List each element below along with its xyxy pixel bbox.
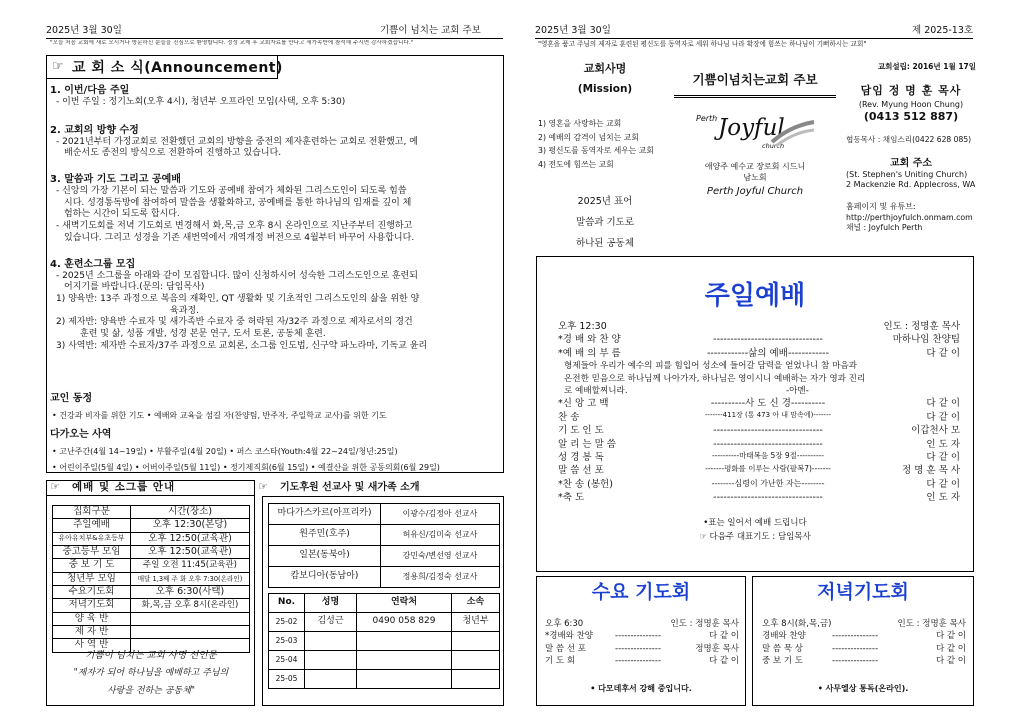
order-item: 찬 송 (558, 411, 580, 423)
contact-cell: 25-05 (269, 670, 305, 689)
contact-cell: 25-02 (269, 613, 305, 632)
table-row (269, 546, 500, 567)
bulletin-title: 기쁨이넘치는교회 주보 (692, 72, 818, 87)
schedule-cell: 중 보 기 도 (53, 559, 131, 572)
ann-s1-l1: - 이번 주일 : 정기노회(오후 4시), 청년부 오프라인 모임(사택, 오후 5:30) (56, 97, 346, 107)
ann-s2-title: 2. 교회의 방향 수정 (50, 124, 139, 136)
church-denomination (672, 162, 838, 184)
order-row (558, 333, 960, 346)
schedule-cell: 화,목,금 오후 8시(온라인) (131, 599, 250, 612)
order-person: 다 같 이 (926, 452, 960, 463)
contact-cell (357, 651, 452, 670)
logo-perth-text: Perth (696, 114, 718, 123)
news-title: 교인 동정 (50, 393, 93, 404)
church-mission-statement-l1: "제자가 되어 하나님을 예배하고 주님의 (73, 668, 229, 678)
eve-leader: 인도 : 정명훈 목사 (897, 619, 966, 629)
order-item: *신 앙 고 백 (558, 398, 609, 410)
news-l3: • 어린이주일(5월 4일) • 어버이주일(5월 11일) • 정기제직회(6월 15일) • 예결산을 위한 공동의회(6월 29일) (52, 463, 440, 472)
church-logo (690, 108, 820, 156)
missionary-name: 강민숙/변선영 선교사 (381, 546, 500, 567)
table-row (53, 612, 250, 625)
schedule-cell: 중고등부 모임 (53, 546, 131, 559)
ann-s4-l3: 1) 양육반: 13주 과정으로 복음의 재확인, QT 생활화 및 기초적인 그리스도인의 삶을 위한 양 (56, 293, 420, 304)
contact-cell (305, 632, 357, 651)
schedule-cell: 오후 6:30(사택) (131, 586, 250, 599)
right-header-rule (535, 38, 973, 39)
year-motto (550, 192, 660, 255)
new-family-table (268, 593, 500, 689)
wed-time: 오후 6:30 (545, 619, 584, 629)
contact-cell: 25-03 (269, 632, 305, 651)
order-person: 다 같 이 (926, 478, 960, 490)
cover-info (846, 62, 976, 233)
ann-s4-l4: 육과정. (170, 305, 199, 316)
ann-s1-title: 1. 이번/다음 주일 (50, 85, 130, 96)
eve-time-row (762, 618, 966, 630)
call-to-worship (558, 360, 960, 397)
order-item: 말 씀 선 포 (558, 465, 604, 477)
sunday-order (558, 320, 960, 505)
order-row (545, 643, 739, 655)
contact-cell: 청년부 (452, 613, 500, 632)
mission-item: 4) 전도에 힘쓰는 교회 (538, 159, 614, 169)
order-detail: --------심령이 가난한 자는-------- (711, 478, 825, 488)
wed-leader: 인도 : 정명훈 목사 (670, 619, 739, 629)
mission-field: 마다가스카르(아프리카) (269, 504, 381, 525)
ann-s3-title: 3. 말씀과 기도 그리고 공예배 (50, 174, 181, 186)
ann-s3-l4: - 새벽기도회를 저녁 기도회로 변경해서 화,목,금 오후 8시 온라인으로 지난주부터 진행하고 (56, 221, 413, 232)
order-person: 인 도 자 (926, 492, 960, 504)
address-l1: (St. Stephen's Uniting Church) (846, 169, 968, 179)
table-row (269, 613, 500, 632)
ann-s4-l6: 훈련 및 삶, 성품 개발, 성경 본문 연구, 도서 토론, 공동체 훈련. (80, 328, 326, 339)
wednesday-order (545, 618, 739, 667)
schedule-cell: 오후 12:30(본당) (131, 519, 250, 532)
table-head-row (269, 594, 500, 613)
order-row (762, 643, 966, 655)
call-line: 로 예배할찌니라. -아멘- (564, 385, 809, 396)
schedule-cell: 저녁기도회 (53, 599, 131, 612)
order-item: *축 도 (558, 492, 585, 504)
order-detail: --------------- (832, 631, 879, 642)
mission-item: 3) 평신도를 동역자로 세우는 교회 (538, 146, 654, 156)
schedule-cell (131, 626, 250, 639)
ann-s3-l5: 있습니다. 그리고 성경을 기존 새번역에서 개역개정 버전으로 4월부터 바꾸어 사용합니다. (64, 232, 415, 243)
missionary-name: 정용희/김정숙 선교사 (381, 567, 500, 588)
announcement-title: 교 회 소 식(Announcement) (72, 60, 283, 76)
contact-cell (452, 670, 500, 689)
sunday-leader: 인도 : 정명훈 목사 (883, 321, 960, 332)
mission-field: 캄보디아(동남아) (269, 567, 381, 588)
year-motto-title: 2025년 표어 (577, 196, 633, 207)
denomination-l2: 남노회 (743, 172, 767, 182)
denomination-l1: 애양주 예수교 장로회 시드니 (704, 162, 806, 171)
contact-cell (305, 670, 357, 689)
schedule-cell: 매달 1,3째 주 화 오후 7:30(온라인) (131, 572, 250, 585)
order-row (558, 424, 960, 437)
schedule-cell: 사 역 반 (53, 639, 131, 652)
wed-time-row (545, 618, 739, 630)
schedule-head-row (53, 506, 250, 519)
order-detail: ----------사 도 신 경---------- (710, 398, 826, 410)
youtube-channel: 채널 : Joyfulch Perth (846, 222, 923, 232)
contact-cell (452, 632, 500, 651)
table-row (269, 670, 500, 689)
address-title: 교회 주소 (889, 157, 933, 169)
table-row (53, 546, 250, 559)
order-item: 말 씀 선 포 (545, 643, 586, 654)
table-row (53, 532, 250, 545)
right-date: 2025년 3월 30일 (535, 25, 611, 36)
contact-cell: 0490 058 829 (357, 613, 452, 632)
order-person: 다 같 이 (935, 631, 966, 642)
contact-cell (305, 651, 357, 670)
contact-cell (357, 632, 452, 651)
upcoming-title: 다가오는 사역 (50, 429, 112, 440)
church-mission-statement-title: 기쁨이 넘치는 교회 사명 선언문 (85, 650, 217, 661)
order-detail: --------------- (615, 655, 662, 666)
schedule-head-a: 집회구분 (53, 506, 131, 519)
order-item: 성 경 봉 독 (558, 452, 604, 463)
order-item: *찬 송 (봉헌) (558, 478, 613, 490)
order-detail: -------------------------------- (713, 438, 823, 450)
coworker-pastor: 협동목사 : 채임스리(0422 628 085) (846, 134, 972, 144)
schedule-head-b: 시간(장소) (131, 506, 250, 519)
ann-s4-title: 4. 훈련소그룹 모집 (50, 258, 136, 270)
schedule-cell: 청년부 모임 (53, 572, 131, 585)
order-row (558, 451, 960, 464)
ann-s2-l2: 배순서도 종전의 방식으로 전환하여 진행하고 있습니다. (64, 148, 282, 159)
order-person: 다 같 이 (926, 398, 960, 410)
order-row (558, 397, 960, 410)
ann-s3-l1: - 신앙의 가장 기본이 되는 말씀과 기도와 공예배 참여가 체화된 그리스도인이 되도록 힘씁 (56, 186, 407, 197)
order-detail: --------------- (832, 655, 879, 666)
order-person: 인 도 자 (926, 438, 960, 450)
ann-s4-l5: 2) 제자반: 양육반 수료자 및 새가족반 수료자 중 허락된 자/32주 과정으로 제자로서의 경건 (56, 317, 413, 328)
wednesday-prayer-title: 수요 기도회 (591, 581, 691, 603)
pointing-hand-icon: ☞ (50, 480, 60, 493)
church-english-name: Perth Joyful Church (706, 186, 804, 197)
order-person: 다 같 이 (926, 411, 960, 423)
evening-note: • 사무엘상 통독(온라인). (817, 684, 909, 693)
ann-s3-l2: 시다. 성경통독방에 참여하여 말씀을 생활화하고, 공예배를 통한 하나님의 임재를 깊이 체 (64, 197, 412, 208)
order-detail: --------------- (615, 631, 662, 642)
table-row (53, 519, 250, 532)
news-l1: • 건강과 비자를 위한 기도 • 예배와 교육을 섬길 자(찬양팀, 반주자, 주일학교 교사)를 위한 기도 (52, 411, 387, 420)
order-detail: -------------------------------- (713, 334, 823, 346)
missionary-name: 이광수/김정아 선교사 (381, 504, 500, 525)
order-person: 이갑천사 모 (911, 425, 960, 437)
order-item: 말 씀 묵 상 (762, 643, 803, 654)
table-row (53, 586, 250, 599)
cross-swoosh-icon (770, 118, 816, 148)
order-detail: -------411장 (통 473 아 내 맘속에)------- (704, 410, 831, 419)
order-person: 다 같 이 (708, 655, 739, 666)
order-row (558, 464, 960, 477)
church-mission-statement-l2: 사랑을 전하는 공동체" (106, 686, 196, 696)
order-person: 다 같 이 (935, 643, 966, 654)
schedule-cell: 유아유치부&유초등부 (53, 532, 131, 545)
ann-s3-l3: 험하는 시간이 되도록 합시다. (64, 209, 180, 220)
table-row (53, 599, 250, 612)
issue-number: 제 2025-13호 (912, 25, 974, 36)
year-motto-l2: 하나된 공동체 (575, 237, 635, 249)
table-row (269, 651, 500, 670)
standing-note: •표는 일어서 예배 드립니다 (703, 518, 807, 528)
logo-church-text: church (762, 142, 785, 150)
contact-cell: 김성근 (305, 613, 357, 632)
schedule-cell: 오후 12:50(교육관) (131, 532, 250, 545)
order-row (558, 491, 960, 504)
order-row (558, 478, 960, 491)
order-detail: --------------- (615, 643, 662, 654)
schedule-cell: 오후 12:50(교육관) (131, 546, 250, 559)
order-row (558, 438, 960, 451)
schedule-table (52, 505, 250, 653)
order-item: *경배와 찬양 (545, 631, 594, 642)
left-header-rule (46, 38, 503, 39)
order-detail: ------------삶의 예배------------ (707, 347, 829, 359)
pastor-phone: (0413 512 887) (863, 110, 959, 124)
table-row (269, 632, 500, 651)
order-detail: -------평화를 이루는 사람(팔복7)------- (705, 464, 831, 474)
order-item: 기 도 회 (545, 655, 576, 666)
ann-s4-l2: 어지기를 바랍니다.(문의: 담임목사) (64, 282, 205, 293)
contact-head-no: No. (269, 594, 305, 613)
schedule-cell: 주일 오전 11:45(교육관) (131, 559, 250, 572)
mission-item: 2) 예배의 감격이 넘치는 교회 (538, 132, 639, 142)
eve-time: 오후 8시(화,목,금) (762, 619, 832, 629)
order-person: 다 같 이 (935, 655, 966, 666)
contact-cell: 25-04 (269, 651, 305, 670)
ann-s2-l1: - 2021년부터 가정교회로 전환했던 교회의 방향을 중전의 제자훈련하는 교회로 전환했고, 예 (56, 136, 418, 147)
schedule-cell: 수요기도회 (53, 586, 131, 599)
year-motto-l1: 말씀과 기도로 (575, 216, 635, 228)
announcement-body (50, 84, 500, 352)
left-date: 2025년 3월 30일 (46, 25, 122, 36)
order-detail: ----------마태복음 5장 9절---------- (712, 451, 824, 460)
order-item: 알 리 는 말 씀 (558, 438, 616, 450)
left-bulletin-title: 기쁨이 넘치는 교회 주보 (380, 25, 481, 36)
order-row (558, 347, 960, 360)
missionary-name: 허유신/김미숙 선교사 (381, 525, 500, 546)
contact-head-group: 소속 (452, 594, 500, 613)
ann-s4-l1: - 2025년 소그룹을 아래와 같이 모집합니다. 많이 신청하시어 성숙한 그리스도인으로 훈련되 (56, 270, 418, 281)
pastor-title: 담임 정 명 훈 목사 (860, 83, 962, 97)
website-url[interactable]: http://perthjoyfulch.onmam.com (846, 212, 973, 222)
order-item: 중 보 기 도 (762, 655, 803, 666)
address-l2: 2 Mackenzie Rd. Applecross, WA (846, 179, 976, 189)
contact-cell (452, 651, 500, 670)
contact-head-phone: 연락처 (357, 594, 452, 613)
order-item: *예 배 의 부 름 (558, 347, 621, 359)
schedule-cell: 제 자 반 (53, 626, 131, 639)
schedule-title: 예배 및 소그룹 안내 (72, 481, 176, 493)
sunday-time: 오후 12:30 (558, 321, 607, 332)
missions-title: 기도후원 선교사 및 새가족 소개 (280, 482, 420, 493)
table-row (269, 504, 500, 525)
order-row (558, 411, 960, 424)
order-detail: -------------------------------- (713, 425, 823, 437)
order-row (762, 630, 966, 642)
order-person: 정 명 훈 목 사 (902, 465, 960, 477)
table-row (53, 559, 250, 572)
order-item: 기 도 인 도 (558, 425, 604, 437)
order-item: 경배와 찬양 (762, 631, 806, 642)
mission-subtitle: (Mission) (577, 83, 633, 95)
mission-field: 원주민(호주) (269, 525, 381, 546)
mission-field: 일본(동북아) (269, 546, 381, 567)
contact-head-name: 성명 (305, 594, 357, 613)
mission-title: 교회사명 (583, 62, 627, 75)
logo-joyful-text: Joyful (718, 115, 785, 141)
pointing-hand-icon: ☞ (258, 480, 268, 493)
table-row (53, 572, 250, 585)
order-item: *경 배 와 찬 양 (558, 334, 621, 346)
call-line: 온전한 믿음으로 하나님께 나아가자, 하나님은 영이시니 예배하는 자가 영과 진리 (564, 373, 866, 384)
right-motto: "영혼을 품고 주님의 제자로 훈련된 평신도를 동역자로 세워 하나님 나라 확장에 힘쓰는 하나님이 기뻐하시는 교회" (538, 40, 867, 48)
website-label: 홈페이지 및 유튜브: (846, 202, 916, 212)
order-row (545, 655, 739, 667)
missions-table (268, 503, 500, 588)
order-detail: -------------------------------- (713, 492, 823, 504)
order-row (762, 655, 966, 667)
wednesday-note: • 다모데후서 강해 중입니다. (590, 684, 692, 693)
order-person: 정명훈 목사 (695, 643, 739, 654)
call-line: 형제들아 우리가 예수의 피를 힘입어 성소에 들어갈 담력을 얻었나니 참 마음과 (564, 361, 857, 372)
schedule-cell: 주일예배 (53, 519, 131, 532)
contact-cell (357, 670, 452, 689)
table-row (53, 626, 250, 639)
founded-date: 교회설립: 2016년 1월 17일 (877, 62, 976, 71)
order-person: 다 같 이 (926, 347, 960, 359)
left-motto: "오늘 처음 교회에 새로 오시거나 방문하신 분들을 진심으로 환영합니다. 정성 교제 후 교회자료를 만나고 새가족반에 참석해 주시면 감사하겠습니다." (50, 40, 414, 46)
schedule-cell: 양 육 반 (53, 612, 131, 625)
order-person: 마하나임 찬양팀 (892, 334, 960, 346)
pointing-hand-icon: ☞ (52, 59, 64, 74)
sunday-time-row (558, 320, 960, 333)
ann-s4-l7: 3) 사역반: 제자반 수료자/37주 과정으로 교회론, 소그룹 인도법, 신구약 파노라마, 기독교 윤리 (56, 340, 428, 351)
news-l2: • 고난주간(4월 14~19일) • 부활주일(4월 20일) • 퍼스 코스타(Youth:4월 22~24일/청년:25일) (52, 447, 398, 456)
next-prayer-note: ☞ 다음주 대표기도 : 담임목사 (699, 532, 811, 542)
mission-item: 1) 영혼을 사랑하는 교회 (538, 119, 622, 128)
order-detail: --------------- (832, 643, 879, 654)
mission-list (538, 117, 654, 172)
schedule-cell (131, 612, 250, 625)
order-person: 다 같 이 (708, 631, 739, 642)
evening-prayer-title: 저녁기도회 (817, 581, 909, 603)
order-row (545, 630, 739, 642)
table-row (269, 567, 500, 588)
sunday-service-title: 주일예배 (704, 281, 806, 311)
table-row (269, 525, 500, 546)
evening-order (762, 618, 966, 667)
pastor-english-name: (Rev. Myung Hoon Chung) (858, 100, 964, 110)
